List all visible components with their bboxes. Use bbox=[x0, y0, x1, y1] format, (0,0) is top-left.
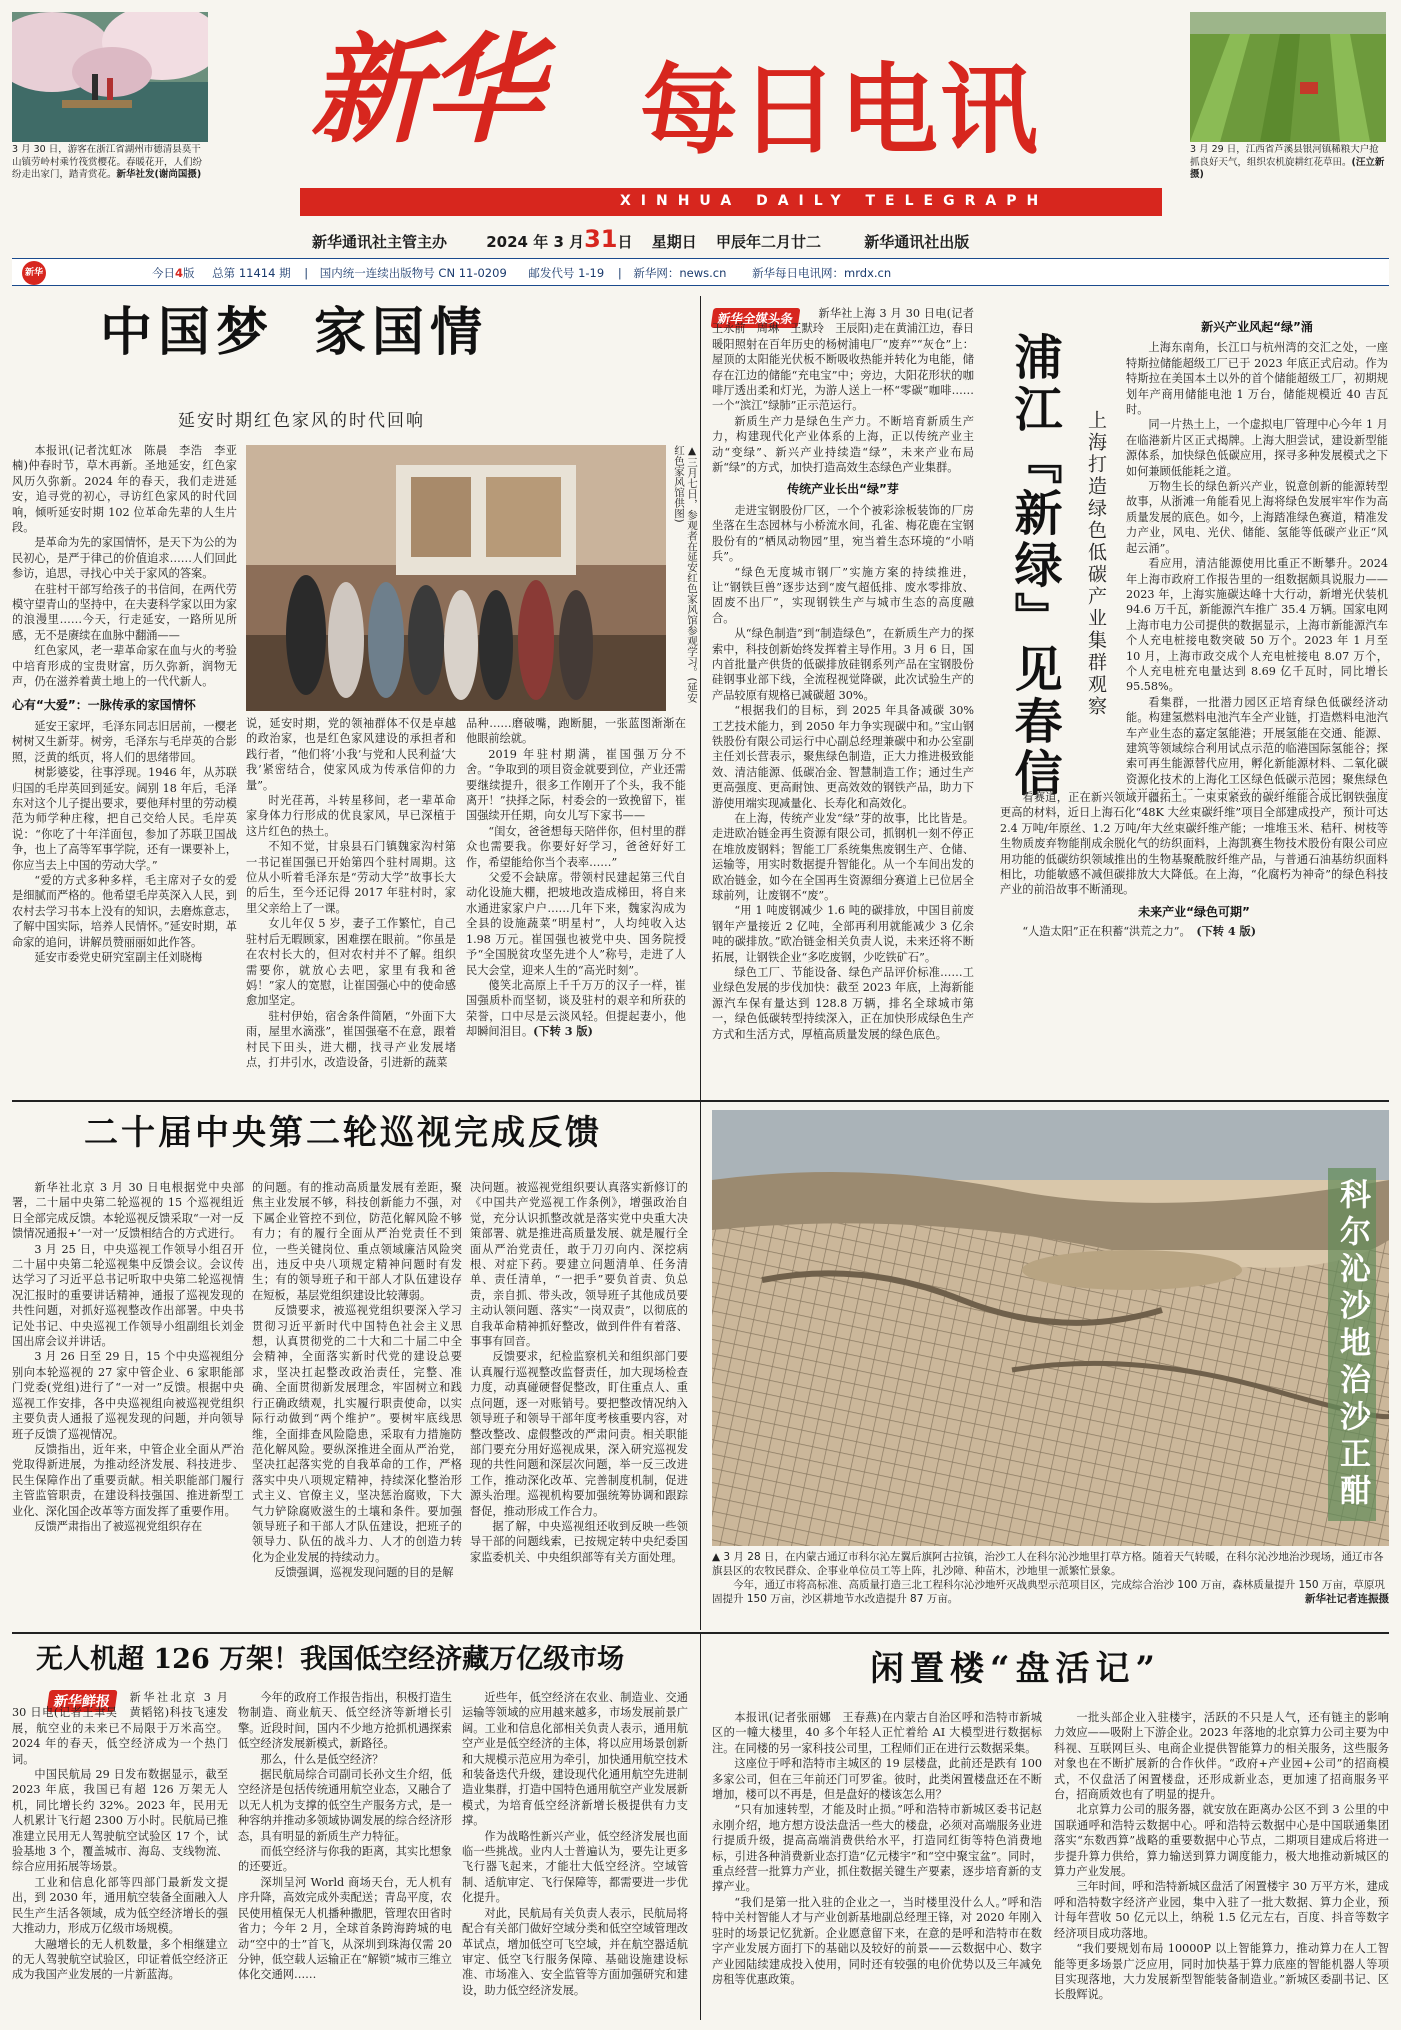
story5-p1: 本报讯(记者张丽娜 王春燕)在内蒙古自治区呼和浩特市新城区的一幢大楼里，40 多个年轻人正忙着给 AI 大模型进行数据标注。在同楼的另一家科技公司里，工程师们正在进行云数据采集。 bbox=[712, 1711, 1042, 1755]
story4-badge: 新华鲜报 bbox=[46, 1690, 117, 1712]
story1-col1-p5: 延安王家坪，毛泽东同志旧居前，一樱老树树又生新芽。树旁，毛泽东与毛岸英的合影照，泛黄的纸页，将人们的思绪带回。 bbox=[12, 719, 237, 764]
story5-p8: “我们要规划布局 10000P 以上智能算力，推动算力在人工智能等更多场景广泛应用，同时加快基于算力底座的智能机器人等项目实现落地，大力发展新型智能装备制造业。”新城区委副书记、区长殷辉说。 bbox=[1054, 1942, 1389, 2002]
story4-p3: 大融增长的无人机数量，多个相继建立的无人驾驶航空试验区，印证着低空经济正成为我国产业发展的一片新蓝海。 bbox=[12, 1937, 228, 1982]
story1-col3-p1: 品种……磨破嘴，跑断腿，一张蓝图渐渐在他眼前绘就。 bbox=[466, 717, 686, 746]
story4-col3 bbox=[462, 1690, 688, 2020]
story5-col2 bbox=[1054, 1710, 1389, 2020]
desert-vtitle: 科尔沁沙地治沙正酣 bbox=[1328, 1168, 1376, 1521]
story2-jump: (下转 4 版) bbox=[1196, 924, 1257, 939]
story1-col2-p1: 说，延安时期，党的领袖群体不仅是卓越的政治家，也是红色家风建设的承担者和践行者，“他们将‘小我’与党和人民利益‘大我’紧密结合，使家风成为传承信仰的力量”。 bbox=[246, 717, 456, 792]
masthead-right-credit: (汪立新摄) bbox=[1190, 156, 1385, 180]
story2-tail: “人造太阳”正在积蓄“洪荒之力”。 bbox=[1022, 925, 1186, 939]
story2-sub2: 新兴产业风起“绿”涌 bbox=[1201, 320, 1313, 334]
story1-title bbox=[100, 300, 488, 366]
story1-col1 bbox=[12, 443, 237, 1075]
story4-c2b: 那么，什么是低空经济？ bbox=[260, 1752, 384, 1766]
masthead-right-photo bbox=[1190, 12, 1386, 142]
masthead-left-caption: 3 月 30 日，游客在浙江省湖州市德清县莫干山镇劳岭村乘竹筏赏樱花。春暖花开，人们纷纷走出家门，踏青赏花。 bbox=[12, 144, 203, 180]
story5-p4: “我们是第一批入驻的企业之一，当时楼里没什么人。”呼和浩特中关村智能人才与产业创新基地副总经理王锋，对 2020 年刚入驻时的场景记忆犹新。企业愿意留下来，在意的是呼和浩特市在数字产业发展方面打下的基础以及较好的前景——云数据中心、数字产业园陆续建成投入使用，同时还有较强的电价优势以及三年减免房租等优惠政策。 bbox=[712, 1895, 1042, 1986]
story3-c1c: 3 月 26 日至 29 日，15 个中央巡视组分别向本轮巡视的 27 家中管企业、6 家职能部门党委(党组)进行了“一对一”反馈。根据中央巡视工作安排，各中央巡视组向被巡视党组织主要负责人通报了巡视发现的问题，并向领导班子反馈了巡视情况。 bbox=[12, 1350, 244, 1441]
publisher: 新华通讯社主管主办 bbox=[312, 233, 448, 251]
info-web1: 新华网：news.cn bbox=[633, 266, 727, 280]
story2-col1 bbox=[712, 306, 974, 1090]
story3-c2b: 反馈要求，被巡视党组织要深入学习贯彻习近平新时代中国特色社会主义思想，认真贯彻党的二十大和二十届二中全会精神，全面落实新时代党的建设总要求，坚决扛起整改政治责任，完整、准确、全面贯彻新发展理念，牢固树立和践行正确政绩观，扎实履行职责使命，以实际行动做到“两个维护”。要树牢底线思维，全面排查风险隐患，采取有力措施防范化解风险。要纵深推进全面从严治党，坚决扛起落实党的自我革命的工作，严格落实中央八项规定精神，持续深化整治形式主义、官僚主义，坚决惩治腐败，下大气力铲除腐败滋生的土壤和条件。要加强领导班子和干部人才队伍建设，把班子的领导力、队伍的战斗力、人才的创造力转化为企业发展的持续动力。 bbox=[252, 1304, 462, 1564]
story4-c3a: 近些年，低空经济在农业、制造业、交通运输等领域的应用越来越多，市场发展前景广阔。工业和信息化部相关负责人表示，通用航空产业是低空经济的主体，将以应用场景创新和大规模示范应用为牵引，加快通用航空技术和装备迭代升级，建设现代化通用航空先进制造业集群，打造中国特色通用航空产业发展新模式，为培育低空经济新增长极提供有力支撑。 bbox=[462, 1691, 688, 1828]
story2-p15: 看赛道，正在新兴领域开疆拓土。一束束紧致的碳纤维能合成比钢铁强度更高的材料，近日上海石化“48K 大丝束碳纤维”项目全部建成投产，预计可达 2.4 万吨/年原丝、1.2 万吨/年大丝束碳纤维产能；一堆堆玉米、秸秆、树枝等生物质废弃物能削成余脱化气的纺织面料，上海凯赛生物技术股份有限公司应用功能的低碳纺织领域推出的生物基聚酰胺纤维产品，与普通石油基纺织面料相比，功能敏感不减但碳排放大大降低。在上海，“化腐朽为神奇”的绿色科技产业的前沿故事不断涌现。 bbox=[1000, 791, 1388, 897]
story2-col2 bbox=[1126, 320, 1388, 790]
story1-photo bbox=[246, 445, 666, 711]
publisher2: 新华通讯社出版 bbox=[864, 233, 970, 251]
story1-col2-p4: 女儿年仅 5 岁，妻子工作繁忙，自己驻村后无暇顾家，困难摆在眼前。“你虽是在农村长大的，但对农村并不了解。组织需要你，就放心去吧，家里有我和爸妈！”家人的宽慰，让崔国强心中的使命感愈加坚定。 bbox=[246, 917, 456, 1008]
story5-p5: 一批头部企业入驻楼宇，活跃的不只是人气，还有链主的影响力效应——吸附上下游企业。2023 年落地的北京算力公司主要为中科视、互联网巨头、电商企业提供智能算力的相关服务，这些服务对象也在不断扩展新的合作伙伴。“政府+产业园+公司”的招商模式，不仅盘活了闲置楼盘，还形成新业态，更加速了招商服务平台，招商质效也有了明显的提升。 bbox=[1054, 1711, 1389, 1802]
story2-p3: 走进宝钢股份厂区，一个个被彩涂板装饰的厂房坐落在生态园林与小桥流水间，孔雀、梅花鹿在宝钢股份有的“栖凤动物园”里，宛当着生态环境的“小哨兵”。 bbox=[712, 503, 974, 564]
story2-sub3: 未来产业“绿色可期” bbox=[1138, 904, 1250, 919]
story1-col3-p4: 父爱不会缺席。带领村民建起第三代自动化设施大棚，把坡地改造成梯田，将自来水通进家家户户……几年下来，魏家沟成为全县的设施蔬菜“明星村”，人均纯收入达 1.98 万元。崔国强也被党中央、国务院授予“全国脱贫攻坚先进个人”称号，走进了人民大会堂，迎来人生的“高光时刻”。 bbox=[466, 871, 686, 977]
date-day: 31 bbox=[584, 225, 618, 253]
story4-title: 无人机超 126 万架！我国低空经济藏万亿级市场 bbox=[36, 1644, 625, 1675]
story1-photo-caption: ▲三月七日，参观者在延安红色家风馆参观学习。(延安红色家风馆供图) bbox=[673, 445, 698, 703]
story2-wide bbox=[1000, 790, 1388, 1090]
info-pages-unit: 版 bbox=[183, 266, 195, 280]
story2-p5: 从“绿色制造”到“制造绿色”，在新质生产力的探索中，科技创新始终发挥着主导作用。3 月 6 日，国内首批量产供货的低碳排放硅钢系列产品在宝钢股份硅钢事业部下线，全流程视觉降碳，此次试验生产的产品较原有规格已减碳超 30%。 bbox=[712, 627, 974, 702]
story3-col2 bbox=[252, 1180, 462, 1630]
date-prefix: 2024 年 3 月 bbox=[486, 233, 585, 251]
story3-c2: 的问题。有的推动高质量发展有差距，聚焦主业发展不够，科技创新能力不强，对下属企业管控不到位，防范化解风险不够有力；有的履行全面从严治党责任不到位，一些关键岗位、重点领域廉洁风险突出，违反中央八项规定精神问题时有发生；有的领导班子和干部人才队伍建设存在短板，基层党组织建设比较薄弱。 bbox=[252, 1181, 462, 1302]
story5-title: 闲置楼“盘活记” bbox=[870, 1649, 1162, 1689]
story4-c2c: 据民航局综合司副司长孙文生介绍，低空经济是包括传统通用航空业态，又融合了以无人机为支撑的低空生产服务方式，是一种容纳并推动多领域协调发展的综合经济形态，具有明显的新质生产力特征。 bbox=[238, 1768, 452, 1843]
story3-title: 二十届中央第二轮巡视完成反馈 bbox=[84, 1113, 602, 1153]
story2-p12: 万物生长的绿色新兴产业，锐意创新的能源转型故事，从浙滩一角能看见上海将绿色发展牢牢作为高质量发展的底色。如今，上海踏准绿色赛道，精准发力产业，风电、光伏、储能、氢能等低碳产业正“风起云涌”。 bbox=[1126, 480, 1388, 555]
story2-p7: 在上海，传统产业发“绿”芽的故事，比比皆是。走进欧冶链金再生资源有限公司，抓钢机一刻不停正在堆放废钢料；智能工厂系统集焦废钢生产、仓储、运输等，用实时数据提升智能化。从一个车间出发的欧冶链金，如今在全国再生资源细分赛道上已位居全球前列，让废钢不“废”。 bbox=[712, 812, 974, 903]
desert-photo bbox=[712, 1110, 1389, 1546]
story2-p6: “根据我们的目标，到 2025 年具备减碳 30% 工艺技术能力，到 2050 年力争实现碳中和。”宝山钢铁股份有限公司运行中心副总经理兼碳中和办公室副主任刘长营表示，聚焦绿色制造，正大力推进极致能效、清洁能源、低碳冶金、智慧制造工作；通过生产更高强度、更高耐蚀、更高效效的钢铁产品，助力下游使用端实现减量化、长寿化和高效化。 bbox=[712, 704, 974, 810]
weekday: 星期日 bbox=[651, 233, 697, 251]
story1-subtitle: 延安时期红色家风的时代回响 bbox=[178, 411, 425, 431]
story4-c2e: 深圳呈河 World 商场天台，无人机有序升降，高效完成外卖配送；青岛平度，农民使用植保无人机播种撒肥，管理农田省时省力；今年 2 月，全球首条跨海跨城的电动“空中的士”首飞，从深圳到珠海仅需 20 分钟，低空载人运输正在“解锁”城市三维立体化交通网…… bbox=[238, 1875, 452, 1982]
story2-p11: 同一片热土上，一个虚拟电厂管理中心今年 1 月在临港新片区正式揭牌。上海大胆尝试，建设新型能源体系，加快绿色低碳应用，探寻多种发展模式之下如何兼顾低能耗之道。 bbox=[1126, 418, 1388, 478]
info-post: 邮发代号 1-19 bbox=[528, 266, 605, 280]
story5-col1 bbox=[712, 1710, 1042, 2020]
story2-lead: 新华社上海 3 月 30 日电(记者王永前 周琳 王默玲 王辰阳)走在黄浦江边，春日暖阳照射在百年历史的杨树浦电厂“废弃”“灰仓”上：屋顶的太阳能光伏板不断吸收热能并转化为电能，储存在江边的储能“充电宝”中；旁边，大阳花形状的咖啡厅透出柔和灯光，为游人送上一杯“零碳”咖啡……一个“滨江”绿肺”正示范运行。 bbox=[712, 307, 974, 413]
story1-col1-sub: 心有“大爱”：一脉传承的家国情怀 bbox=[12, 697, 196, 712]
story2-sub1: 传统产业长出“绿”芽 bbox=[787, 482, 899, 497]
emblem-icon: 新华 bbox=[22, 261, 46, 285]
story2-vtitle: 浦江『新绿』见春信 bbox=[1006, 332, 1062, 800]
story3-c3: 决问题。被巡视党组织要认真落实新修订的《中国共产党巡视工作条例》，增强政治自觉，充分认识抓整改就是落实党中央重大决策部署、就是推进高质量发展、就是履行全面从严治党责任，敢于刀刃向内、深挖病根、对症下药。要建立问题清单、任务清单、责任清单，“一把手”要负首责、负总责，亲自抓、带头改，领导班子其他成员要主动认领问题、落实“一岗双责”，以彻底的自我革命精神抓好整改，做到件件有着落、事事有回音。 bbox=[470, 1181, 688, 1349]
info-issue: 总第 11414 期 bbox=[212, 266, 291, 280]
lunar-date: 甲辰年二月廿二 bbox=[716, 233, 822, 251]
story3-c3b: 反馈要求，纪检监察机关和组织部门要认真履行巡视整改监督责任，加大现场检查力度，动真碰硬督促整改，盯住重点人、重点问题，逐一对账销号。要把整改情况纳入领导班子和领导干部年度考核重要内容，对整改整改、虚假整改的严肃问责。相关职能部门要充分用好巡视成果，深入研究巡视发现的共性问题和深层次问题，举一反三改进工作，推动深化改革、完善制度机制，促进源头治理。巡视机构要加强统筹协调和跟踪督促，推动形成工作合力。 bbox=[470, 1350, 688, 1518]
masthead-right-caption: 3 月 29 日，江西省芦溪县银河镇稀粮大户抢抓良好天气，组织农机旋耕红花草田。 bbox=[1190, 144, 1379, 168]
logo-en: XINHUA DAILY TELEGRAPH bbox=[620, 193, 1049, 209]
story3-c1d: 反馈指出，近年来，中管企业全面从严治党取得新进展，为推动经济发展、科技进步、民生保障作出了重要贡献。相关职能部门履行主管监管职责，在建设科技强国、推进新型工业化、深化国企改革等方面发挥了重要作用。 bbox=[12, 1442, 244, 1518]
info-cn: 国内统一连续出版物号 CN 11-0209 bbox=[319, 266, 507, 280]
logo-main: 每日电讯 bbox=[640, 53, 1041, 168]
story4-c2d: 而低空经济与你我的距离，其实比想象的还要近。 bbox=[238, 1845, 452, 1874]
masthead-left-photo bbox=[12, 12, 208, 142]
story2-p2: 新质生产力是绿色生产力。不断培育新质生产力，构建现代化产业体系的上海，正以传统产业主动“变绿”、新兴产业持续造“绿”，未来产业布局新“绿”的方式，加快打造高效生态绿色产业集群。 bbox=[712, 414, 974, 475]
masthead-left-credit: 新华社发(谢尚国摄) bbox=[116, 169, 202, 180]
info-today: 今日 bbox=[152, 266, 175, 280]
story5-p6: 北京算力公司的服务器，就安放在距离办公区不到 3 公里的中国联通呼和浩特云数据中心。呼和浩特云数据中心是中国联通集团落实“东数西算”战略的重要数据中心节点，二期项目建成后将进一步提升算力供给，算力输送到算力调度能力，极大地推动新城区的算力产业发展。 bbox=[1054, 1803, 1389, 1879]
story1-col3 bbox=[466, 716, 686, 1076]
masthead-dateline bbox=[312, 225, 1172, 253]
story2-vsub: 上海打造绿色低碳产业集群观察 bbox=[1085, 410, 1107, 718]
story3-col3 bbox=[470, 1180, 688, 1630]
story2-p13: 看应用，清洁能源使用比重正不断攀升。2024 年上海市政府工作报告里的一组数据颇具说服力——2023 年，上海实施碳达峰十大行动，新增光伏装机 94.6 万千瓦，新能源汽车推广 35.4 万辆。国家电网上海市电力公司提供的数据显示，上海市新能源汽车个人充电桩接电数突破 50 万个。2023 年 1 月至 10 月，上海市政交成个人充电桩接电 8.07 万个，个人充电桩充电量达到 8.69 亿千瓦时，同比增长 95.58%。 bbox=[1126, 557, 1388, 694]
story4-c2a: 今年的政府工作报告指出，积极打造生物制造、商业航天、低空经济等新增长引擎。近段时间，国内不少地方抢抓机遇探索低空经济发展新模式，新路径。 bbox=[238, 1691, 452, 1751]
story2-p4: “绿色无度城市钢厂”实施方案的持续推进，让“钢铁巨兽”逐步达到“废气超低排、废水零排放、固废不出厂”，实现钢铁生产与城市生态的高度融合。 bbox=[712, 565, 974, 625]
story5-p2: 这座位于呼和浩特市主城区的 19 层楼盘，此前还是跌有 100 多家公司，但在三年前还门可罗雀。彼时，此类闲置楼盘还在不断增加，楼可以不再是，但是盘好的楼该怎么用？ bbox=[712, 1757, 1042, 1802]
desert-caption: ▲ 3 月 28 日，在内蒙古通辽市科尔沁左翼后旗阿古拉镇，治沙工人在科尔沁沙地里打草方格。随着天气转暖，在科尔沁沙地治沙现场，通辽市各旗县区的农牧民群众、企事业单位员工等上阵，扎沙障、种苗木，沙地里一派繁忙景象。 bbox=[712, 1551, 1384, 1577]
story1-title1: 中国梦 bbox=[100, 302, 275, 363]
story1-col1-p4: 红色家风，老一辈革命家在血与火的考验中培育形成的宝贵财富，历久弥新，润物无声，仍在滋养着黄土地上的一代代新人。 bbox=[12, 644, 237, 689]
story1-col1-p8: 延安市委党史研究室副主任刘晓梅 bbox=[34, 951, 203, 964]
info-pages: 4 bbox=[175, 266, 184, 280]
story1-col1-p2: 是革命为先的家国情怀，是天下为公的为民初心，是严于律己的价值追求……人们回此参访，追思，寻找心中关于家风的答案。 bbox=[12, 536, 237, 581]
story4-p2: 工业和信息化部等四部门最新发文提出，到 2030 年，通用航空装备全面融入人民生产生活各领域，成为低空经济增长的强大推动力，形成万亿级市场规模。 bbox=[12, 1875, 228, 1936]
masthead-en-bar bbox=[300, 188, 1162, 216]
story3-c3c: 据了解，中央巡视组还收到反映一些领导干部的问题线索，已按规定转中央纪委国家监委机关、中央组织部等有关方面处理。 bbox=[470, 1519, 688, 1564]
story1-col2-p3: 不知不觉，甘泉县石门镇魏家沟村第一书记崔国强已开始第四个驻村周期。这位从小听着毛泽东是“劳动大学”故事长大的后生，至今还记得 2017 年驻村时，家里父亲给上了一课。 bbox=[246, 840, 456, 915]
story2-p10: 上海东南角，长江口与杭州湾的交汇之处，一座特斯拉储能超级工厂已于 2023 年底正式启动。作为特斯拉在美国本土以外的首个储能超级工厂，初期规划年产商用储能电池 1 万台，储能规模近 40 吉瓦时。 bbox=[1126, 341, 1388, 417]
story4-p1: 中国民航局 29 日发布数据显示，截至 2023 年底，我国已有超 126 万架无人机，同比增长约 32%。2023 年，民用无人机累计飞行超 2300 万小时。民航局已推准建立民用无人驾驶航空试验区 17 个，试验基地 3 个，覆盖城市、海岛、支线物流、综合应用拓展等场景。 bbox=[12, 1768, 228, 1874]
story1-col3-p3: “闺女，爸爸想每天陪伴你，但村里的群众也需要我。你要好好学习，爸爸好好工作，希望能给你当个表率……” bbox=[466, 824, 686, 869]
story1-jump: (下转 3 版) bbox=[533, 1024, 593, 1039]
date-suffix: 日 bbox=[617, 233, 633, 251]
story3-col1 bbox=[12, 1180, 244, 1630]
story3-c1: 新华社北京 3 月 30 日电根据党中央部署，二十届中央第二轮巡视的 15 个巡视组近日全部完成反馈。本轮巡视反馈采取“一对一反馈情况通报+‘一对一’反馈相结合的方式进行。 bbox=[12, 1181, 244, 1241]
story4-col1 bbox=[12, 1690, 228, 2020]
story1-col2 bbox=[246, 716, 456, 1076]
story1-col2-p2: 时光荏苒，斗转星移间，老一辈革命家身体力行形成的优良家风，早已深植于这片红色的热土。 bbox=[246, 794, 456, 838]
story5-p3: “只有加速转型，才能及时止损。”呼和浩特市新城区委书记赵永刚介绍，地方想方设法盘活一些大的楼盘，必须对高端服务业进行提质升级，提高高端消费供给水平，打造同红街等特色消费地标，引进各种消费新业态打造“亿元楼宇”和“空中聚宝盆”。同时，重点经营一批算力产业，抓住数据关键生产要素，逐步培育新的支撑产业。 bbox=[712, 1803, 1042, 1894]
desert-credit: 新华社记者连振摄 bbox=[1305, 1593, 1389, 1605]
story1-col3-p5: 傻笑北高原上千千万万的汉子一样，崔国强质朴而坚韧，谈及驻村的艰辛和所获的荣誉，口中尽是云淡风轻。但提起妻小，他却瞬间泪目。 bbox=[466, 978, 686, 1039]
story1-title2: 家国情 bbox=[314, 302, 489, 363]
desert-caption2: 今年，通辽市将高标准、高质量打造三北工程科尔沁沙地歼灭战典型示范项目区，完成综合治沙 100 万亩，森林质量提升 150 万亩，草原巩固提升 150 万亩，沙区耕地节水改造提升 87 万亩。 bbox=[712, 1579, 1385, 1605]
story4-lead: 新华社北京 3 月 30 日电(记者王聿昊 黄韬铭)科技飞速发展，航空业的未来已不局限于万米高空。2024 年的春天，低空经济成为一个热门词。 bbox=[12, 1691, 228, 1766]
story4-c3c: 对此，民航局有关负责人表示，民航局将配合有关部门做好空域分类和低空空域管理改革试点，增加低空可飞空域，并在航空器适航审定、低空飞行服务保障、基础设施建设标准、市场准入、安全监管等方面加强研究和建设，助力低空经济发展。 bbox=[462, 1906, 688, 1997]
story2-badge: 新华全媒头条 bbox=[711, 308, 801, 328]
logo-script: 新华 bbox=[310, 20, 539, 159]
story5-p7: 三年时间，呼和浩特新城区盘活了闲置楼宇 30 万平方米，建成呼和浩特数字经济产业园，集中入驻了一批大数据、算力企业，预计每年营收 50 亿元以上，纳税 1.5 亿元左右，百度、抖音等数字经济项目成功落地。 bbox=[1054, 1880, 1389, 1940]
story1-col2-p5: 驻村伊始，宿舍条件简陋，“外面下大雨，屋里水滴涨”，崔国强毫不在意，跟着村民下田头，进大棚，找寻产业发展堵点，打井引水，改造设备，引进新的蔬菜 bbox=[246, 1009, 456, 1069]
story1-col1-p3: 在驻村干部写给孩子的书信间，在两代劳模守望青山的坚持中，在夫妻科学家以田为家的浪漫里……今天，行走延安，一路所见所感，无不是赓续在血脉中翻涌—— bbox=[12, 582, 237, 642]
story1-col3-p2: 2019 年驻村期满，崔国强万分不舍。“争取到的项目资金就要到位，产业还需要继续提升，很多工作刚开了个头，我不能离开！”抉择之际，村委会的一致挽留下，崔国强续开任期，向女儿写下家书—— bbox=[466, 747, 686, 823]
story4-c3b: 作为战略性新兴产业，低空经济发展也面临一些挑战。业内人士普遍认为，要先让更多飞行器飞起来，才能壮大低空经济。空域管制、适航审定、飞行保障等，都需要进一步优化提升。 bbox=[462, 1829, 688, 1905]
info-web2: 新华每日电讯网：mrdx.cn bbox=[752, 266, 892, 280]
story3-c2c: 反馈强调，巡视发现问题的目的是解 bbox=[274, 1566, 454, 1580]
story1-col1-p7: “爱的方式多种多样，毛主席对子女的爱是细腻而严格的。他希望毛岸英深入人民，到农村去学习书本上没有的知识，去磨炼意志，了解中国实际，培养人民情怀。”延安时期，革命家的追问，讲解员赞丽丽如此作答。 bbox=[12, 873, 237, 949]
story1-col1-p1: 本报讯(记者沈虹冰 陈晨 李浩 李亚楠)仲春时节，草木再新。圣地延安，红色家风历久弥新。2024 年的春天，我们走进延安，追寻党的初心，寻访红色家风的时代回响，倾听延安时期 102 位革命先辈的人生片段。 bbox=[12, 444, 237, 535]
story3-c1e: 反馈严肃指出了被巡视党组织存在 bbox=[34, 1519, 203, 1533]
story4-col2 bbox=[238, 1690, 452, 2020]
info-bar: 新华 今日4版 总第 11414 期 | 国内统一连续出版物号 CN 11-0209 邮发代号 1-19 | 新华网：news.cn 新华每日电讯网：mrdx.cn bbox=[12, 258, 1389, 286]
story2-p14: 看集群，一批潜力园区正培育绿色低碳经济动能。构建氢燃料电池汽车全产业链，打造燃料电池汽车产业生态的嘉定氢能港；开展氢能在交通、能源、建筑等领域综合利用试点示范的临港国际氢能谷；探索可再生能源替代应用，孵化新能源材料、二氧化碳资源化技术的上海化工区绿色低碳示范园；聚焦绿色 bbox=[1126, 695, 1388, 786]
story2-p9: 绿色工厂、节能设备、绿色产品评价标准……工业绿色发展的步伐加快：截至 2023 年底，上海新能源汽车保有量达到 128.8 万辆，排名全球城市第一，绿色低碳转型持续深入，正在加快形成绿色生产方式和生活方式，厚植高质量发展的绿色底色。 bbox=[712, 966, 974, 1041]
story2-p8: “用 1 吨废钢减少 1.6 吨的碳排放，中国目前废钢年产量接近 2 亿吨，全部再利用就能减少 3 亿余吨的碳排放。”欧冶链金相关负责人说，未来还将不断拓展，让钢铁企业“多吃废钢，少吃铁矿石”。 bbox=[712, 904, 974, 964]
story1-col1-p6: 树影婆娑，往事浮现。1946 年，从苏联归国的毛岸英回到延安。阔别 18 年后，毛泽东对这个儿子提出要求，要他拜村里的劳动模范为师学种庄稼，把自己交给人民。毛岸英说：“你吃了十年洋面包，参加了苏联卫国战争，也上了高等军事学院，还有一课要补上，你应当去上中国的劳动大学。” bbox=[12, 766, 237, 872]
story3-c1b: 3 月 25 日，中央巡视工作领导小组召开二十届中央第二轮巡视集中反馈会议。会议传达学习了习近平总书记听取中央第二轮巡视情况汇报时的重要讲话精神，通报了巡视发现的共性问题，对抓好巡视整改作出部署。中央书记处书记、中央巡视工作领导小组副组长刘金国出席会议并讲话。 bbox=[12, 1242, 244, 1349]
